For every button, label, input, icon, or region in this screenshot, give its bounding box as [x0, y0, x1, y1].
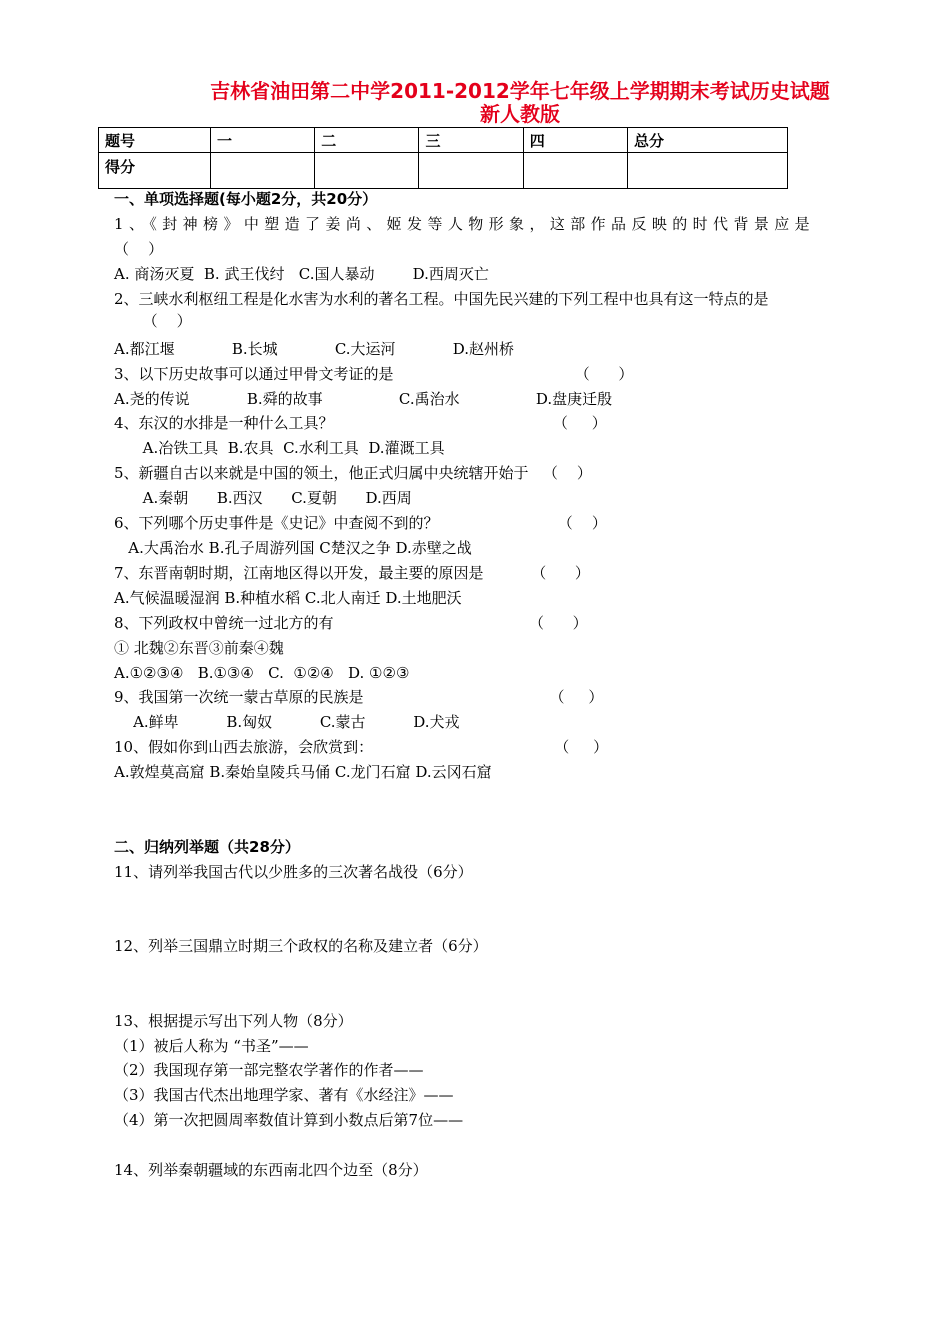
score-table-score-row: [99, 153, 788, 189]
question-line: 8、下列政权中曾统一过北方的有 （ ）: [114, 614, 588, 632]
score-header-cell: 题号: [99, 128, 211, 153]
question-sub-item: （4）第一次把圆周率数值计算到小数点后第7位——: [114, 1111, 464, 1129]
question-answer-bracket: （ ）: [114, 312, 192, 330]
question-line: 2、三峡水利枢纽工程是化水害为水利的著名工程。中国先民兴建的下列工程中也具有这一特点的是: [114, 290, 769, 308]
score-table-header-row: [99, 128, 788, 153]
section2-heading: 二、归纳列举题（共28分）: [114, 838, 300, 856]
question-line: 14、列举秦朝疆域的东西南北四个边至（8分）: [114, 1161, 428, 1179]
question-choices: ① 北魏②东晋③前秦④魏: [114, 639, 284, 657]
score-table: [98, 127, 788, 189]
score-row-label: 得分: [99, 153, 211, 189]
question-sub-item: （2）我国现存第一部完整农学著作的作者——: [114, 1061, 424, 1079]
score-header-cell: 三: [419, 128, 523, 153]
question-options: A.鲜卑 B.匈奴 C.蒙古 D.犬戎: [114, 713, 460, 731]
score-header-cell: 二: [315, 128, 419, 153]
score-header-cell: 总分: [627, 128, 787, 153]
score-blank-cell[interactable]: [627, 153, 787, 189]
question-options: A.都江堰 B.长城 C.大运河 D.赵州桥: [114, 340, 515, 358]
question-options: A.尧的传说 B.舜的故事 C.禹治水 D.盘庚迁殷: [114, 390, 613, 408]
question-options: A.敦煌莫高窟 B.秦始皇陵兵马俑 C.龙门石窟 D.云冈石窟: [114, 763, 492, 781]
score-header-cell: 一: [211, 128, 315, 153]
question-line: 12、列举三国鼎立时期三个政权的名称及建立者（6分）: [114, 937, 488, 955]
question-options: A.冶铁工具 B.农具 C.水利工具 D.灌溉工具: [114, 439, 445, 457]
score-blank-cell[interactable]: [315, 153, 419, 189]
exam-subtitle: 新人教版: [480, 102, 560, 126]
question-line: 9、我国第一次统一蒙古草原的民族是 （ ）: [114, 688, 604, 706]
question-line: 7、东晋南朝时期，江南地区得以开发，最主要的原因是 （ ）: [114, 564, 590, 582]
score-blank-cell[interactable]: [211, 153, 315, 189]
question-line: 5、新疆自古以来就是中国的领土，他正式归属中央统辖开始于 （ ）: [114, 464, 592, 482]
score-blank-cell[interactable]: [419, 153, 523, 189]
score-blank-cell[interactable]: [523, 153, 627, 189]
exam-title: 吉林省油田第二中学2011-2012学年七年级上学期期末考试历史试题: [210, 79, 830, 103]
section1-heading: 一、单项选择题(每小题2分，共20分）: [114, 190, 378, 208]
question-options: A. 商汤灭夏 B. 武王伐纣 C.国人暴动 D.西周灭亡: [114, 265, 489, 283]
question-options: A.气候温暖湿润 B.种植水稻 C.北人南迁 D.土地肥沃: [114, 589, 462, 607]
question-line: 6、下列哪个历史事件是《史记》中查阅不到的？ （ ）: [114, 514, 607, 532]
question-sub-item: （3）我国古代杰出地理学家、著有《水经注》——: [114, 1086, 454, 1104]
question-answer-bracket: （ ）: [114, 240, 164, 258]
question-sub-item: （1）被后人称为 “书圣”——: [114, 1037, 309, 1055]
question-line: 13、根据提示写出下列人物（8分）: [114, 1012, 353, 1030]
question-line: 4、东汉的水排是一种什么工具？ （ ）: [114, 414, 607, 432]
question-options: A.秦朝 B.西汉 C.夏朝 D.西周: [114, 489, 412, 507]
question-options: A.①②③④ B.①③④ C. ①②④ D. ①②③: [114, 664, 410, 682]
question-line: 11、请列举我国古代以少胜多的三次著名战役（6分）: [114, 863, 473, 881]
question-options: A.大禹治水 B.孔子周游列国 C楚汉之争 D.赤壁之战: [114, 539, 472, 557]
question-line: 10、假如你到山西去旅游，会欣赏到： （ ）: [114, 738, 609, 756]
score-header-cell: 四: [523, 128, 627, 153]
question-line: 3、以下历史故事可以通过甲骨文考证的是 （ ）: [114, 365, 634, 383]
question-line: 1、《封神榜》中塑造了姜尚、姬发等人物形象，这部作品反映的时代背景应是: [114, 215, 816, 233]
